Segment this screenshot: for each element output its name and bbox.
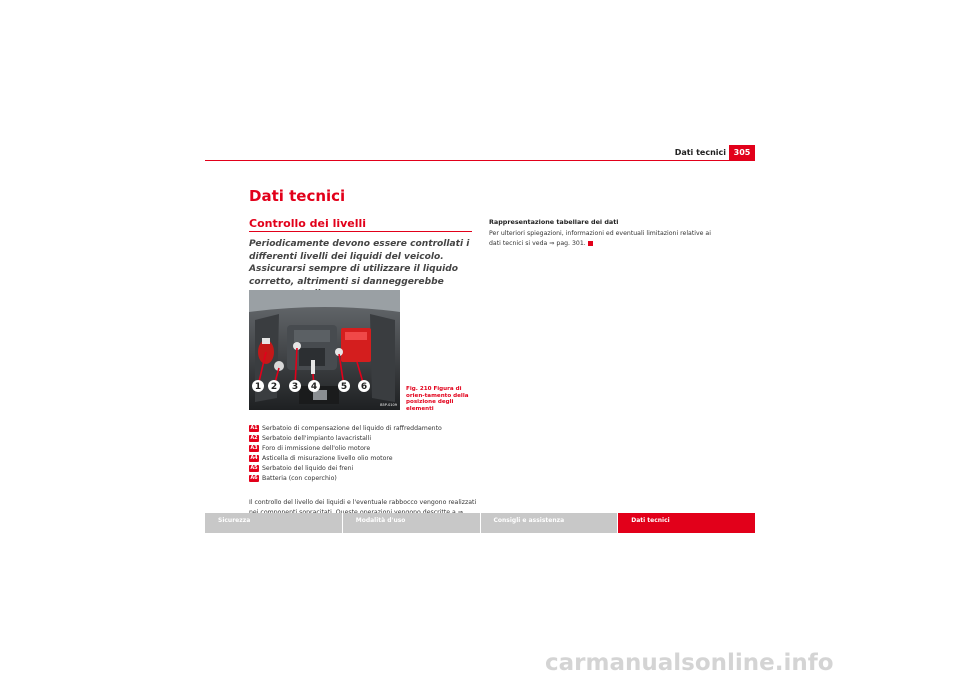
list-item: [249, 433, 479, 443]
footer-tab-modalita-uso[interactable]: Modalità d'uso: [343, 513, 481, 533]
item-badge: A5: [250, 464, 258, 471]
item-text: Batteria (con coperchio): [262, 474, 337, 482]
item-text: Asticella di misurazione livello olio motore: [262, 454, 393, 462]
chapter-title: Dati tecnici: [249, 187, 346, 205]
figure-marker-label: 5: [340, 382, 348, 392]
item-badge: A3: [250, 444, 258, 451]
engine-bay-figure: [249, 290, 400, 410]
figure-marker-label: 2: [270, 382, 278, 392]
figure-marker-label: 1: [254, 382, 262, 392]
item-text: Serbatoio di compensazione del liquido di raffreddamento: [262, 424, 442, 432]
component-list: [249, 423, 479, 483]
item-badge: A2: [250, 434, 258, 441]
subsection-heading: Rappresentazione tabellare dei dati: [489, 218, 619, 226]
subsection-text-body: Per ulteriori spiegazioni, informazioni ed eventuali limitazioni relative ai dati tecnici si veda ⇒ pag. 301.: [489, 230, 711, 247]
outro-paragraph: Il controllo del livello dei liquidi e l'eventuale rabbocco vengono realizzati: [249, 499, 477, 506]
list-item: [249, 473, 479, 483]
item-text: Foro di immissione dell'olio motore: [262, 444, 371, 452]
watermark: carmanualsonline.info: [545, 650, 834, 676]
list-item: [249, 463, 479, 473]
figure-marker-label: 4: [310, 382, 318, 392]
engine-bay-illustration: [249, 290, 400, 410]
page-number: 305: [729, 145, 755, 160]
item-badge: A6: [250, 474, 258, 481]
item-text: Serbatoio del liquido dei freni: [262, 464, 354, 472]
list-item: [249, 443, 479, 453]
list-item: [249, 423, 479, 433]
figure-code: B5P-0109: [380, 403, 397, 407]
section-title: Controllo dei livelli: [249, 217, 367, 230]
header-rule: [205, 160, 755, 161]
item-badge: A1: [250, 424, 258, 431]
figure-marker-label: 6: [360, 382, 368, 392]
footer-tab-dati-tecnici[interactable]: Dati tecnici: [618, 513, 755, 533]
running-header-title: Dati tecnici: [674, 148, 726, 157]
list-item: [249, 453, 479, 463]
footer-tab-sicurezza[interactable]: Sicurezza: [205, 513, 343, 533]
item-text: Serbatoio dell'impianto lavacristalli: [262, 434, 372, 442]
footer-tab-consigli-assistenza[interactable]: Consigli e assistenza: [481, 513, 619, 533]
footer-nav: [205, 513, 755, 533]
end-of-section-icon: [588, 241, 593, 246]
figure-marker-label: 3: [291, 382, 299, 392]
intro-paragraph: Periodicamente devono essere controllati i differenti livelli dei liquidi del veicolo. Assicurarsi sempre di utilizzare il liquido corretto, altrimenti si danneggerebbe: [249, 239, 470, 287]
section-rule: [249, 231, 472, 232]
figure-caption: Fig. 210 Figura di orien-tamento della posizione degli elementi: [406, 386, 469, 412]
subsection-text: [489, 229, 719, 249]
item-badge: A4: [250, 454, 258, 461]
